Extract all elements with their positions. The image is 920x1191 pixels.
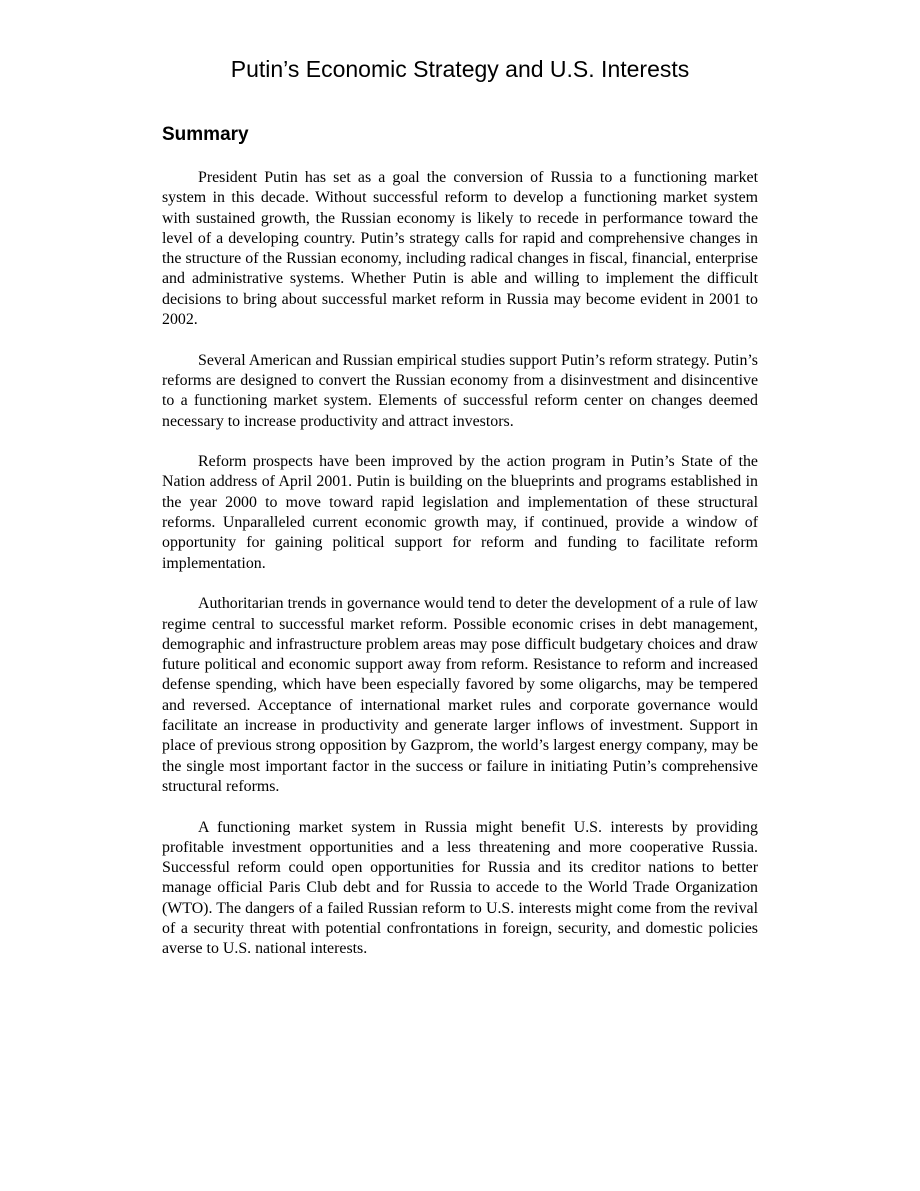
summary-paragraph-3: Reform prospects have been improved by the action program in Putin’s State of the Nation address of April 2001. Putin is building on the blueprints and programs established in the year 2000 to move toward rapid legislation and implementation of these structural reforms. Unparalleled current economic growth may, if continued, provide a window of opportunity for gaining political support for reform and funding to facilitate reform implementation. [162, 453, 758, 572]
summary-paragraph-4: Authoritarian trends in governance would tend to deter the development of a rule of law regime central to successful market reform. Possible economic crises in debt management, demographic and infrastructure problem areas may pose difficult budgetary choices and draw future political and economic support away from reform. Resistance to reform and increased defense spending, which have been especially favored by some oligarchs, may be tempered and reversed. Acceptance of international market rules and corporate governance would facilitate an increase in productivity and generate larger inflows of investment. Support in place of previous strong opposition by Gazprom, the world’s largest energy company, may be the single most important factor in the success or failure in initiating Putin’s comprehensive structural reforms. [162, 595, 758, 795]
section-heading-summary: Summary [162, 124, 249, 145]
summary-paragraph-1: President Putin has set as a goal the conversion of Russia to a functioning market system in this decade. Without successful reform to develop a functioning market system with sustained growth, the Russian economy is likely to recede in performance toward the level of a developing country. Putin’s strategy calls for rapid and comprehensive changes in the structure of the Russian economy, including radical changes in fiscal, financial, enterprise and administrative systems. Whether Putin is able and willing to implement the difficult decisions to bring about successful market reform in Russia may become evident in 2001 to 2002. [162, 169, 758, 329]
summary-paragraph-5: A functioning market system in Russia might benefit U.S. interests by providing profitable investment opportunities and a less threatening and more cooperative Russia. Successful reform could open opportunities for Russia and its creditor nations to better manage official Paris Club debt and for Russia to accede to the World Trade Organization (WTO). The dangers of a failed Russian reform to U.S. interests might come from the revival of a security threat with potential confrontations in foreign, security, and domestic policies averse to U.S. national interests. [162, 818, 758, 958]
summary-body [162, 168, 758, 980]
document-title: Putin’s Economic Strategy and U.S. Interests [230, 56, 690, 82]
summary-paragraph-2: Several American and Russian empirical studies support Putin’s reform strategy. Putin’s reforms are designed to convert the Russian economy from a disinvestment and disincentive to a functioning market system. Elements of successful reform center on changes deemed necessary to increase productivity and attract investors. [162, 351, 758, 430]
